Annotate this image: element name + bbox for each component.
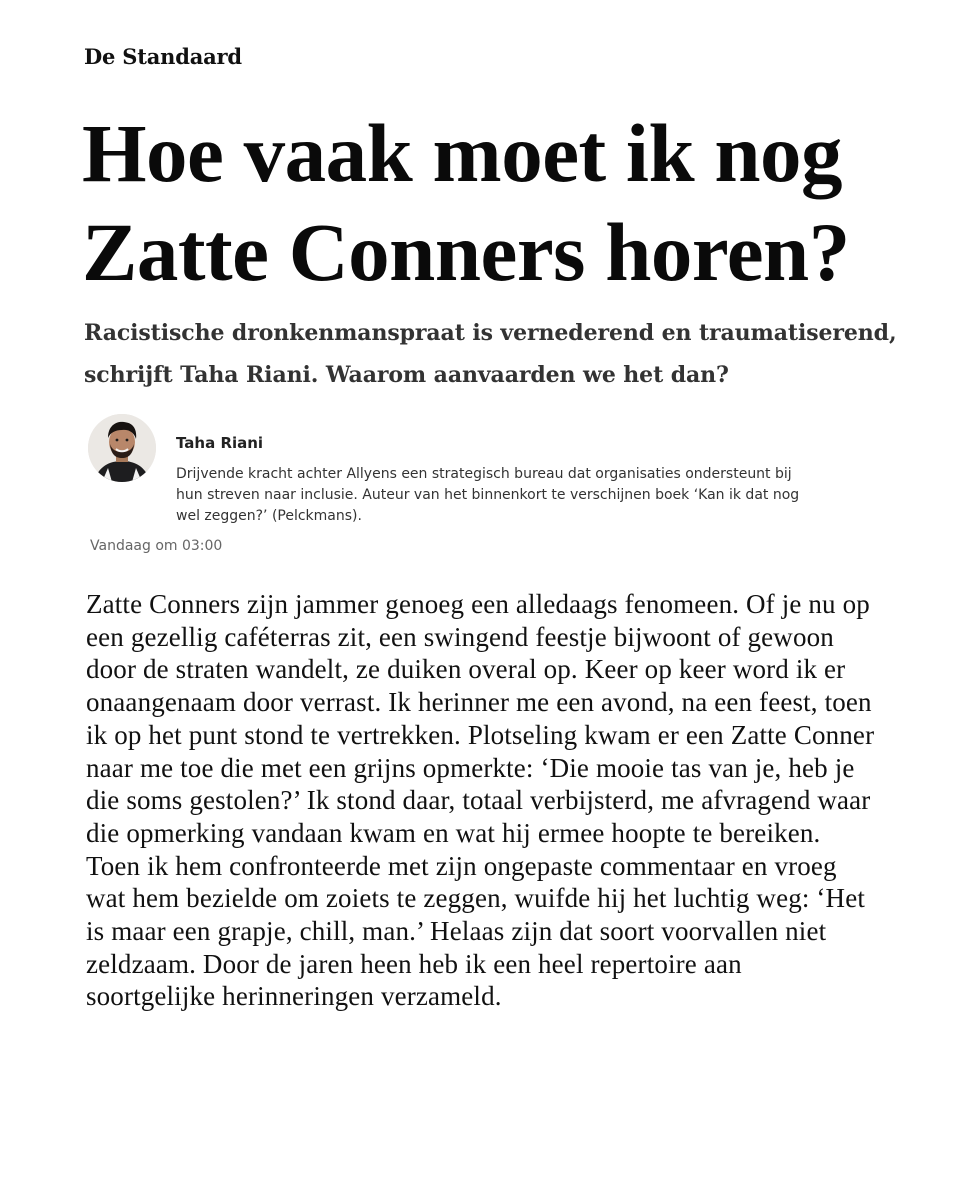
publish-date: Vandaag om 03:00	[90, 538, 223, 554]
article-body: Zatte Conners zijn jammer genoeg een alledaags fenomeen. Of je nu op een gezellig caféterras zit, een swingend feestje bijwoont of gewoon door de straten wandelt, ze duiken overal op. Keer op keer word ik er onaangenaam door verrast. Ik herinner me een avond, na een feest, toen ik op het punt stond te vertrekken. Plotseling kwam er een Zatte Conner naar me toe die met een grijns opmerkte: ‘Die mooie tas van je, heb je die soms gestolen?’ Ik stond daar, totaal verbijsterd, me afvragend waar die opmerking vandaan kwam en wat hij ermee hoopte te bereiken. Toen ik hem confronteerde met zijn ongepaste commentaar en vroeg wat hem bezielde om zoiets te zeggen, wuifde hij het luchtig weg: ‘Het is maar een grapje, chill, man.’ Helaas zijn dat soort voorvallen niet zeldzaam. Door de jaren heen heb ik een heel repertoire aan soortgelijke herinneringen verzameld.	[86, 589, 875, 1012]
author-byline	[88, 414, 908, 534]
article-headline: Hoe vaak moet ik nog Zatte Conners horen?	[82, 107, 850, 298]
author-photo-icon	[88, 414, 156, 482]
author-avatar[interactable]	[88, 414, 156, 482]
author-name[interactable]: Taha Riani	[176, 434, 264, 452]
article-lead: Racistische dronkenmanspraat is vernederend en traumatiserend, schrijft Taha Riani. Waarom aanvaarden we het dan?	[84, 320, 897, 388]
author-bio: Drijvende kracht achter Allyens een strategisch bureau dat organisaties ondersteunt bij hun streven naar inclusie. Auteur van het binnenkort te verschijnen boek ‘Kan ik dat nog wel zeggen?’ (Pelckmans).	[176, 466, 800, 524]
publication-logo[interactable]: De Standaard	[84, 44, 242, 69]
